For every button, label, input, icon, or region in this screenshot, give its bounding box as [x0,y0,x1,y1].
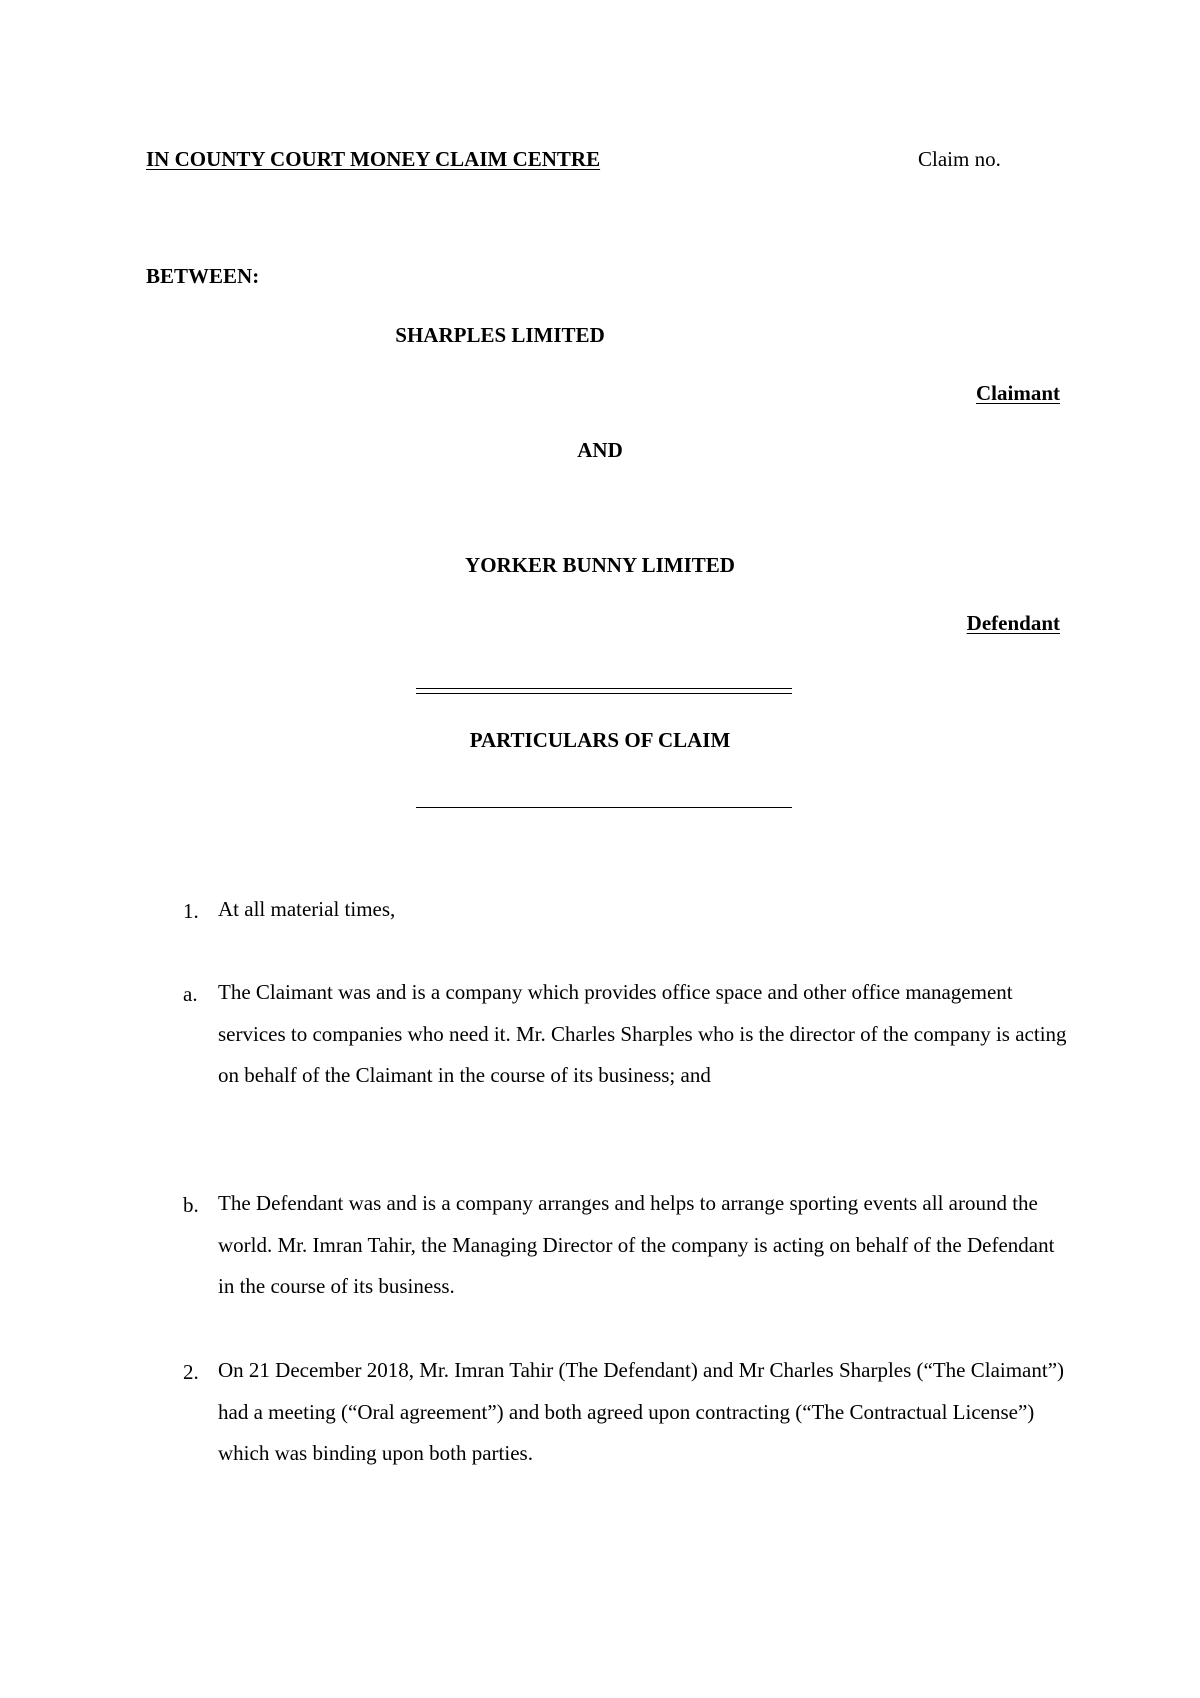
title-top-rule [416,688,792,689]
and-label: AND [577,438,623,462]
claimant-role-label: Claimant [976,381,1060,405]
paragraph-text: On 21 December 2018, Mr. Imran Tahir (The Defendant) and Mr Charles Sharples (“The Claimant”) had a meeting (“Oral agreement”) and both agreed upon contracting (“The Contractual License”) which was binding upon both parties. [218,1358,1065,1466]
court-name: IN COUNTY COURT MONEY CLAIM CENTRE [146,147,601,171]
paragraph-text: At all material times, [218,897,396,921]
paragraph-marker: b. [183,1193,199,1217]
claimant-name: SHARPLES LIMITED [395,323,605,347]
paragraph-text: The Claimant was and is a company which provides office space and other office management services to companies who need it. Mr. Charles Sharples who is the director of the company is acting on behalf of the Claimant in the course of its business; and [218,980,1067,1088]
claim-number-label: Claim no. [918,147,1001,171]
defendant-name: YORKER BUNNY LIMITED [465,553,735,577]
defendant-role-label: Defendant [966,611,1060,635]
title-bottom-rule [416,807,792,808]
paragraph-marker: a. [183,982,198,1006]
document-title: PARTICULARS OF CLAIM [469,728,731,752]
paragraph-marker: 1. [183,899,199,923]
paragraph-text: The Defendant was and is a company arranges and helps to arrange sporting events all around the world. Mr. Imran Tahir, the Managing Director of the company is acting on behalf of the Defendant in the course of its business. [218,1191,1055,1299]
between-label: BETWEEN: [146,264,260,288]
paragraph-marker: 2. [183,1360,199,1384]
title-top-rule-double [416,693,792,694]
